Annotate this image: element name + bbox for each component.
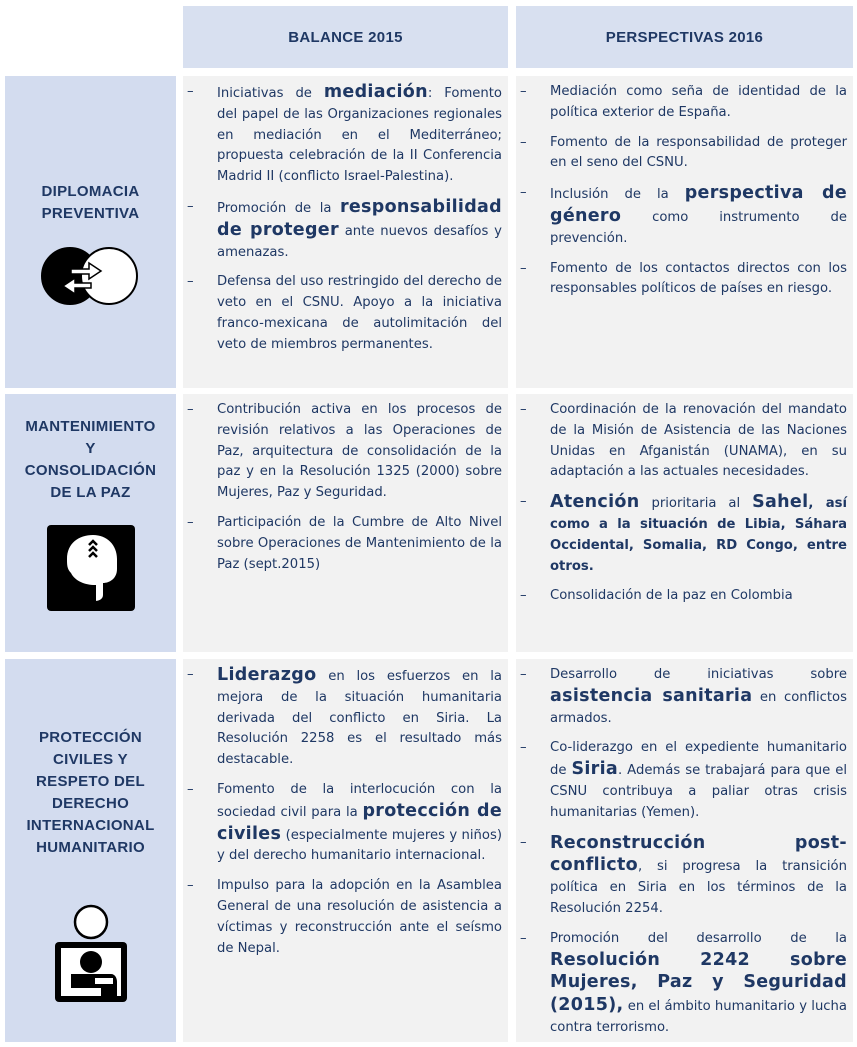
item-highlight: Atención [550,492,640,513]
item-text: Defensa del uso restringido del derecho de veto en el CSNU. Apoyo a la iniciativa franco-mexicana de autolimitación del veto de miembros permanentes. [217,274,502,352]
item-text: Impulso para la adopción en la Asamblea General de una resolución de asistencia a víctimas y reconstrucción ante el seísmo de Nepal. [217,878,502,956]
list-item [516,82,847,124]
list-item [516,833,847,920]
item-highlight: Reconstrucción post-conflicto [550,832,847,876]
item-text: : Fomento del papel de las Organizaciones regionales en mediación en el Mediterráneo; propuesta celebración de la II Conferencia Madrid II (conflicto Israel-Palestina). [217,86,502,185]
item-highlight: perspectiva de género [550,183,847,226]
list-item [516,738,847,823]
row-diplomacia-perspectivas-cell [516,76,853,388]
list-item [516,183,847,249]
item-text: Iniciativas de [217,86,324,101]
item-text: Fomento de la responsabilidad de proteger en el seno del CSNU. [550,134,847,171]
row-paz-label-cell [5,394,176,652]
row-diplomacia-label-cell [5,76,176,388]
row-proteccion-balance-cell [183,659,508,1042]
row-title-line: PREVENTIVA [41,205,140,222]
list-item [183,272,502,355]
item-text: Consolidación de la paz en Colombia [550,588,793,604]
row-title-line: CONSOLIDACIÓN [24,462,157,479]
item-highlight: asistencia sanitaria [550,685,753,706]
item-text: Coordinación de la renovación del mandato de la Misión de Asistencia de las Naciones Unidas en Afganistán (UNAMA), en su adaptación a las actuales necesidades. [550,402,847,480]
peacekeeper-helmet-icon [47,525,135,611]
row-proteccion-perspectivas-cell [516,659,853,1042]
row-title-line: MANTENIMIENTO [25,418,156,435]
item-text: en los esfuerzos en la mejora de la situación humanitaria derivada del conflicto en Siria. La Resolución 2258 es el resultado más destacable. [217,669,502,768]
item-text: Co-liderazgo en el expediente humanitario de [550,740,847,779]
item-text: Mediación como seña de identidad de la política exterior de España. [550,84,847,120]
item-highlight: protección de civiles [217,800,502,844]
item-text: Contribución activa en los procesos de revisión relativos a las Operaciones de Paz, arquitectura de consolidación de la paz y en la Resolución 1325 (2000) sobre Mujeres, Paz y Seguridad. [217,402,502,501]
list-item [516,259,847,301]
list-item [183,780,502,867]
list-item [183,400,502,504]
item-text: prioritaria al [639,496,753,512]
row-title-line: DE LA PAZ [50,484,131,501]
diplomacy-arrows-icon [41,245,141,307]
item-text: Desarrollo de iniciativas sobre [550,667,847,682]
item-text: como instrumento de prevención. [550,209,847,246]
row-title-line: Y [85,440,96,457]
perspectivas-header [516,6,853,68]
row-title-line: RESPETO DEL [36,773,145,790]
list-item [516,492,847,577]
list-item [516,929,847,1039]
row-title-line: CIVILES Y [53,751,128,768]
list-item [183,876,502,959]
row-title-line: HUMANITARIO [36,839,145,856]
list-item [183,513,502,575]
list-item [183,197,502,263]
item-highlight: Resolución 2242 sobre Mujeres, Paz y Seguridad (2015), [550,949,847,1016]
row-diplomacia-balance-cell [183,76,508,388]
item-highlight: Sahel [752,492,809,513]
row-proteccion-label-cell [5,659,176,1042]
perspectivas-header-label: PERSPECTIVAS 2016 [605,28,764,46]
item-text: Promoción de la [217,200,340,216]
item-highlight: Siria [571,759,618,780]
row-title-line: DIPLOMACIA [41,183,140,200]
row-title-line: PROTECCIÓN [38,729,142,746]
row-title [5,416,176,504]
list-item [183,665,502,771]
item-text: Participación de la Cumbre de Alto Nivel sobre Operaciones de Mantenimiento de la Paz (sept.2015) [217,514,502,572]
item-text: Inclusión de la [550,187,685,203]
item-text: Fomento de los contactos directos con los responsables políticos de países en riesgo. [550,260,847,297]
list-item [516,133,847,175]
list-item [516,400,847,483]
balance-header [183,6,508,68]
item-text: Fomento de la interlocución con la sociedad civil para la [217,781,502,820]
balance-header-label: BALANCE 2015 [288,28,403,46]
civilian-protection-icon [53,904,129,1004]
item-highlight: responsabilidad de proteger [217,196,502,240]
item-text: en el ámbito humanitario y lucha contra terrorismo. [550,999,847,1035]
item-highlight: mediación [323,82,428,102]
item-text: (especialmente mujeres y niños) y del derecho humanitario internacional. [217,827,502,864]
row-paz-balance-cell [183,394,508,652]
item-text: en conflictos armados. [550,689,847,726]
list-item [516,665,847,729]
item-text: ante nuevos desafíos y amenazas. [217,223,502,260]
row-title [5,181,176,225]
row-title-line: DERECHO [51,795,130,812]
list-item [516,586,847,607]
item-text: . Además se trabajará para que el CSNU contribuya a paliar otras crisis humanitarias (Yemen). [550,763,847,820]
row-title-line: INTERNACIONAL [26,817,155,834]
item-text: Promoción del desarrollo de la [550,930,847,946]
list-item [183,82,502,188]
row-paz-perspectivas-cell [516,394,853,652]
item-highlight: Liderazgo [217,665,317,685]
item-text: , si progresa la transición política en Siria en los términos de la Resolución 2254. [550,859,847,916]
row-title [5,727,176,859]
item-text: , así como a la situación de Libia, Sáhara Occidental, Somalia, RD Congo, entre otros. [550,496,847,574]
